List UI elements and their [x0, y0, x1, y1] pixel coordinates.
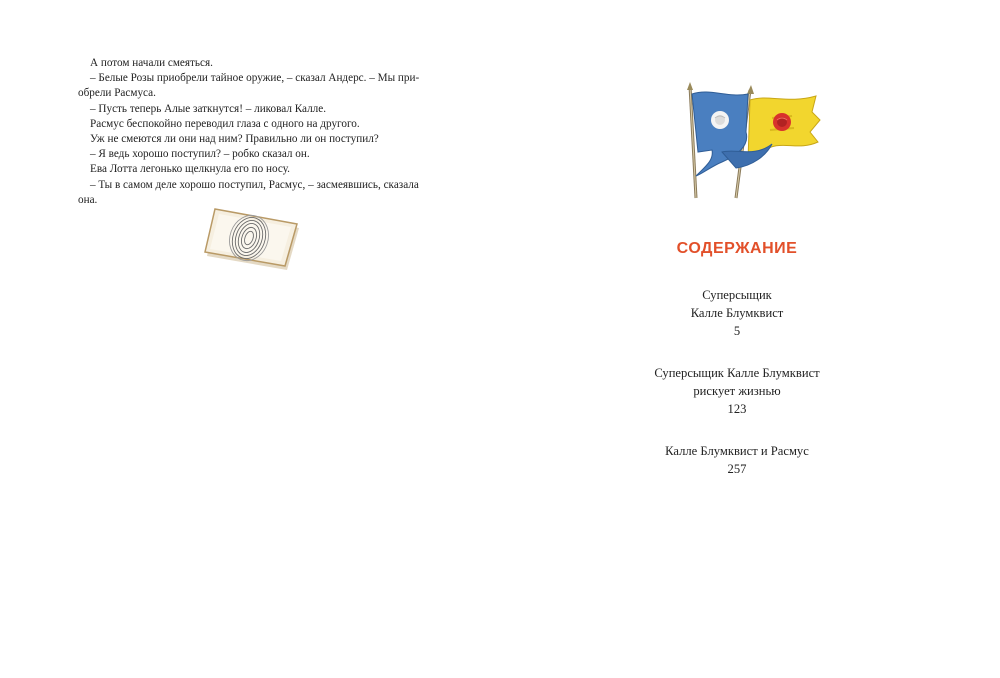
story-line: обрели Расмуса. [78, 87, 156, 100]
toc-heading: СОДЕРЖАНИЕ [676, 240, 798, 257]
toc-entry-page: 257 [727, 462, 747, 476]
toc-entry-title: рискует жизнью [693, 384, 781, 398]
toc-entry[interactable] [500, 286, 974, 340]
story-line: Уж не смеются ли они над ним? Правильно ли он поступил? [90, 133, 379, 146]
story-line: она. [78, 193, 98, 206]
table-of-contents [500, 286, 974, 502]
story-text [78, 56, 478, 208]
story-line: – Белые Розы приобрели тайное оружие, – сказал Андерс. – Мы при- [90, 72, 420, 85]
story-line: – Ты в самом деле хорошо поступил, Расмус, – засмеявшись, сказала [90, 178, 419, 191]
story-line: А потом начали смеяться. [90, 57, 213, 69]
toc-entry[interactable] [500, 442, 974, 478]
toc-entry-page: 123 [727, 402, 747, 416]
toc-entry-title: Суперсыщик Калле Блумквист [654, 366, 820, 380]
toc-entry-title: Суперсыщик [702, 288, 772, 302]
story-line: – Пусть теперь Алые заткнутся! – ликовал Калле. [90, 102, 327, 115]
story-line: Расмус беспокойно переводил глаза с одного на другого. [90, 117, 360, 130]
toc-entry-title: Калле Блумквист [690, 306, 784, 320]
crossed-flags-icon [676, 82, 824, 200]
toc-entry-title: Калле Блумквист и Расмус [665, 444, 809, 458]
right-page [500, 0, 1000, 678]
story-line: – Я ведь хорошо поступил? – робко сказал он. [90, 148, 310, 161]
toc-entry-page: 5 [733, 324, 741, 338]
story-line: Ева Лотта легонько щелкнула его по носу. [90, 163, 290, 176]
toc-entry[interactable] [500, 364, 974, 418]
fingerprint-card-icon [203, 204, 303, 274]
